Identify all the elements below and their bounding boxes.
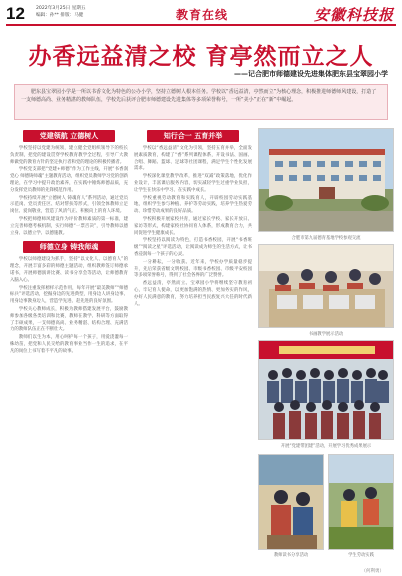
labor-practice-photo [328,454,394,550]
article-column-1 [10,128,128,566]
intro-box [14,84,388,120]
section-heading-education: 知行合一 五育并举 [147,130,239,142]
section-heading-ethics: 师德立身 铸我师魂 [23,241,115,253]
author-credit: （何利勇） [361,569,384,574]
issue-date: 2022年3月25日 星期五 [36,6,86,11]
issue-meta [36,6,85,19]
newspaper-logo: 安徽科技报 [313,6,394,24]
photo-caption: 合肥市第九届德育基地学校参观交流 [291,236,361,241]
subheadline: ——记合肥市师德建设先进集体肥东县宝翠园小学 [234,70,388,78]
paragraph: 学校坚持以党建为统领，建立健全党组织领导下的校长负责制，把党的建设贯穿学校教育教学全过程，引导广大教师做党的教育方针的坚定执行者和党的理论的积极传播者。 [10,146,128,165]
paragraph: 学校重视劳动教育和实践育人，开辟校园劳动实践基地，组织学生参与种植、养护等劳动实践，培养学生热爱劳动、珍惜劳动成果的良好品质。 [134,195,252,215]
paragraph: 香远益清，亭然而立。宝翠园小学将继续坚守教育初心，牢记育人使命，以更加饱满的热情、更加务实的作风，办好人民满意的教育，努力培养担当民族复兴大任的时代新人。 [134,281,252,307]
photo-caption: 书画教学展示活动 [308,332,344,337]
group-photo [258,340,394,440]
paragraph: 学校持续开展“立德树人 铸魂育人”系列活动，通过党员示范岗、党员责任区、结对帮扶等形式，引领全体教师立足岗位、爱岗敬业，营造了风清气正、积极向上的育人环境。 [10,195,128,215]
photo-caption: 开展“党建带团建”活动，开展学习优秀成果展示 [280,444,372,449]
paragraph: 一分耕耘，一分收获。近年来，学校办学质量稳步提升，先后荣获省级文明校园、市级书香校园、市级平安校园等多项荣誉称号，得到了社会各界的广泛赞誉。 [134,259,252,279]
section-title: 教育在线 [176,8,229,22]
paragraph: 学校关心教师成长，积极为教师搭建发展平台，鼓励教师参加各级各类培训和比赛，教师在教学、科研等方面取得了丰硕成果，一支师德高尚、业务精湛、结构合理、充满活力的教师队伍正在不断壮大。 [10,306,128,333]
paragraph: 学校注重发挥榜样示范作用，每年开展“最美教师”“师德标兵”评选活动，挖掘身边的先进典型，用身边人讲身边事、用身边事教身边人，营造学先进、赶先进的良好氛围。 [10,285,128,305]
paragraph: 学校积极开展家校共育，通过家长学校、家长开放日、家访等形式，构建家校社协同育人体系，形成教育合力，共同促进学生健康成长。 [134,216,252,236]
article-column-2 [134,128,252,566]
paragraph: 教师们以生为本，用心呵护每一个孩子，用爱浇灌每一株幼苗，把党和人民交给的教育事业当作一生的追求，在平凡的岗位上书写着不平凡的故事。 [10,335,128,354]
masthead [6,4,396,26]
school-building-photo [258,128,394,232]
page-number: 12 [6,4,25,23]
photo-caption: 学生劳动实践 [348,553,374,558]
paragraph: 学校党支部把“党建+师德”作为工作主线，开展“书香润党心 师德铸师魂”主题教育活动，组织党员教师学习党的创新理论，在学习中提升政治素养，在实践中锤炼师德品质，充分发挥党员教师的先锋模范作用。 [10,167,128,193]
paragraph: 学校深化课堂教学改革，推进“双减”政策落地，优化作业设计，丰富课后服务内容，切实减轻学生过重学业负担，让学生在快乐中学习、在实践中成长。 [134,174,252,193]
paragraph: 学校把师德师风建设作为评价教师素质的第一标准，建立完善师德考核机制，实行师德“一票否决”，引导教师以德立身、以德立学、以德施教。 [10,216,128,236]
headline: 办香远益清之校 育亭然而立之人 [28,44,374,70]
section-heading-party: 党建领航 立德树人 [23,130,115,142]
photo-caption: 教师读书分享活动 [273,553,309,558]
paragraph: 学校以“香远益清”文化为引领，坚持五育并举，全面发展素质教育，构建了“香”系列课程体系，开设书法、国画、合唱、舞蹈、篮球、足球等社团课程，满足学生个性化发展需求。 [134,146,252,172]
paragraph: 学校以师德建设为抓手，坚持“以文化人、以德育人”的理念，开展丰富多彩的师德主题活动，组织教师签订师德承诺书，开展师德演讲比赛、读书分享会等活动，让师德教育入脑入心。 [10,257,128,283]
intro-text: 肥东县宝翠园小学是一所以书香文化为特色的公办小学，坚持立德树人根本任务。学校以“香远益清，亭然而立”为核心理念，积极推进师德师风建设，打造了一支师德高尚、业务精湛的教师队伍，学校先后获评合肥市师德建设先进集体等多项荣誉称号，一所“美小”正在“新”中崛起。 [21,89,377,103]
paragraph: 学校坚持以阅读为特色，打造书香校园，开展“书香班级”“阅读之星”评选活动，让阅读成为师生的生活方式，让书香浸润每一个孩子的心灵。 [134,238,252,257]
art-class-photo [258,244,394,328]
issue-editors: 编辑：孙** 排版：马健 [36,12,84,18]
reading-activity-photo [258,454,324,550]
